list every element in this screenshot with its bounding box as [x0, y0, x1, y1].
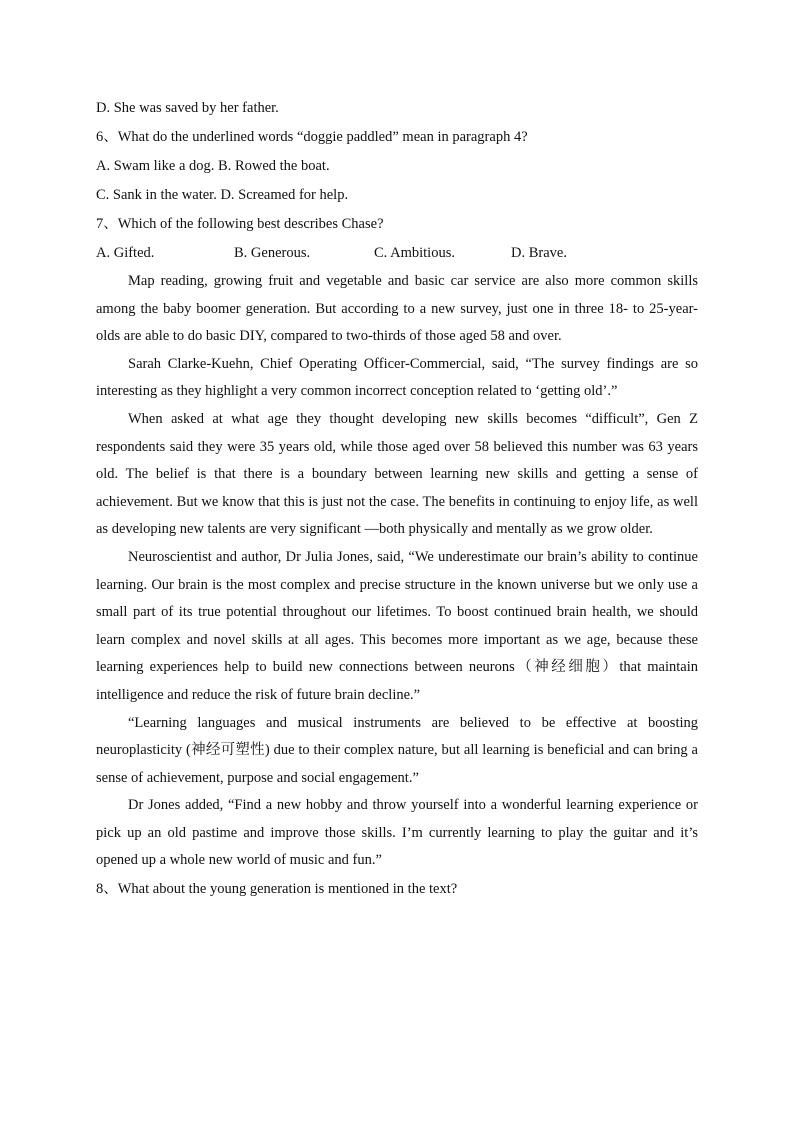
q6-options-cd: C. Sank in the water. D. Screamed for help. — [96, 187, 349, 203]
passage-paragraph-2: Sarah Clarke-Kuehn, Chief Operating Officer-Commercial, said, “The survey findings are so interesting as they highlight a very common incorrect conception related to ‘getting old’.” — [96, 355, 698, 400]
q6-options-ab: A. Swam like a dog. B. Rowed the boat. — [96, 158, 330, 174]
question-8: 8、What about the young generation is mentioned in the text? — [96, 881, 458, 898]
passage-paragraph-6: Dr Jones added, “Find a new hobby and throw yourself into a wonderful learning experience or pick up an old pastime and improve those skills. I’m currently learning to play the guitar and it’s opened up a whole new world of music and fun.” — [96, 797, 698, 869]
page-content — [96, 94, 698, 904]
passage-paragraph-1: Map reading, growing fruit and vegetable and basic car service are also more common skills among the baby boomer generation. But according to a new survey, just one in three 18- to 25-year-olds are able to do basic DIY, compared to two-thirds of those aged 58 and over. — [96, 273, 698, 345]
passage-paragraph-4: Neuroscientist and author, Dr Julia Jones, said, “We underestimate our brain’s ability to continue learning. Our brain is the most complex and precise structure in the known universe but we only use a small part of its true potential throughout our lifetimes. To boost continued brain health, we should learn complex and novel skills at all ages. This becomes more important as we age, because these learning experiences help to build new connections between neurons（神经细胞）that maintain intelligence and reduce the risk of future brain decline.” — [96, 548, 698, 703]
q7-options — [96, 239, 698, 268]
question-6: 6、What do the underlined words “doggie paddled” mean in paragraph 4? — [96, 129, 528, 145]
q7-option-a: A. Gifted. — [96, 245, 155, 261]
q7-option-d: D. Brave. — [511, 245, 567, 261]
q7-option-b: B. Generous. — [234, 245, 311, 261]
passage-paragraph-5: “Learning languages and musical instruments are believed to be effective at boosting neuroplasticity (神经可塑性) due to their complex nature, but all learning is beneficial and can bring a sense of achievement, purpose and social engagement.” — [96, 714, 698, 786]
q5-option-d: D. She was saved by her father. — [96, 100, 279, 116]
q7-option-c: C. Ambitious. — [374, 245, 455, 261]
passage-paragraph-3: When asked at what age they thought developing new skills becomes “difficult”, Gen Z respondents said they were 35 years old, while those aged over 58 believed this number was 63 years old. The belief is that there is a boundary between learning new skills and getting a sense of achievement. But we know that this is just not the case. The benefits in continuing to enjoy life, as well as developing new talents are very significant —both physically and mentally as we grow older. — [96, 410, 698, 538]
question-7: 7、Which of the following best describes Chase? — [96, 216, 384, 232]
